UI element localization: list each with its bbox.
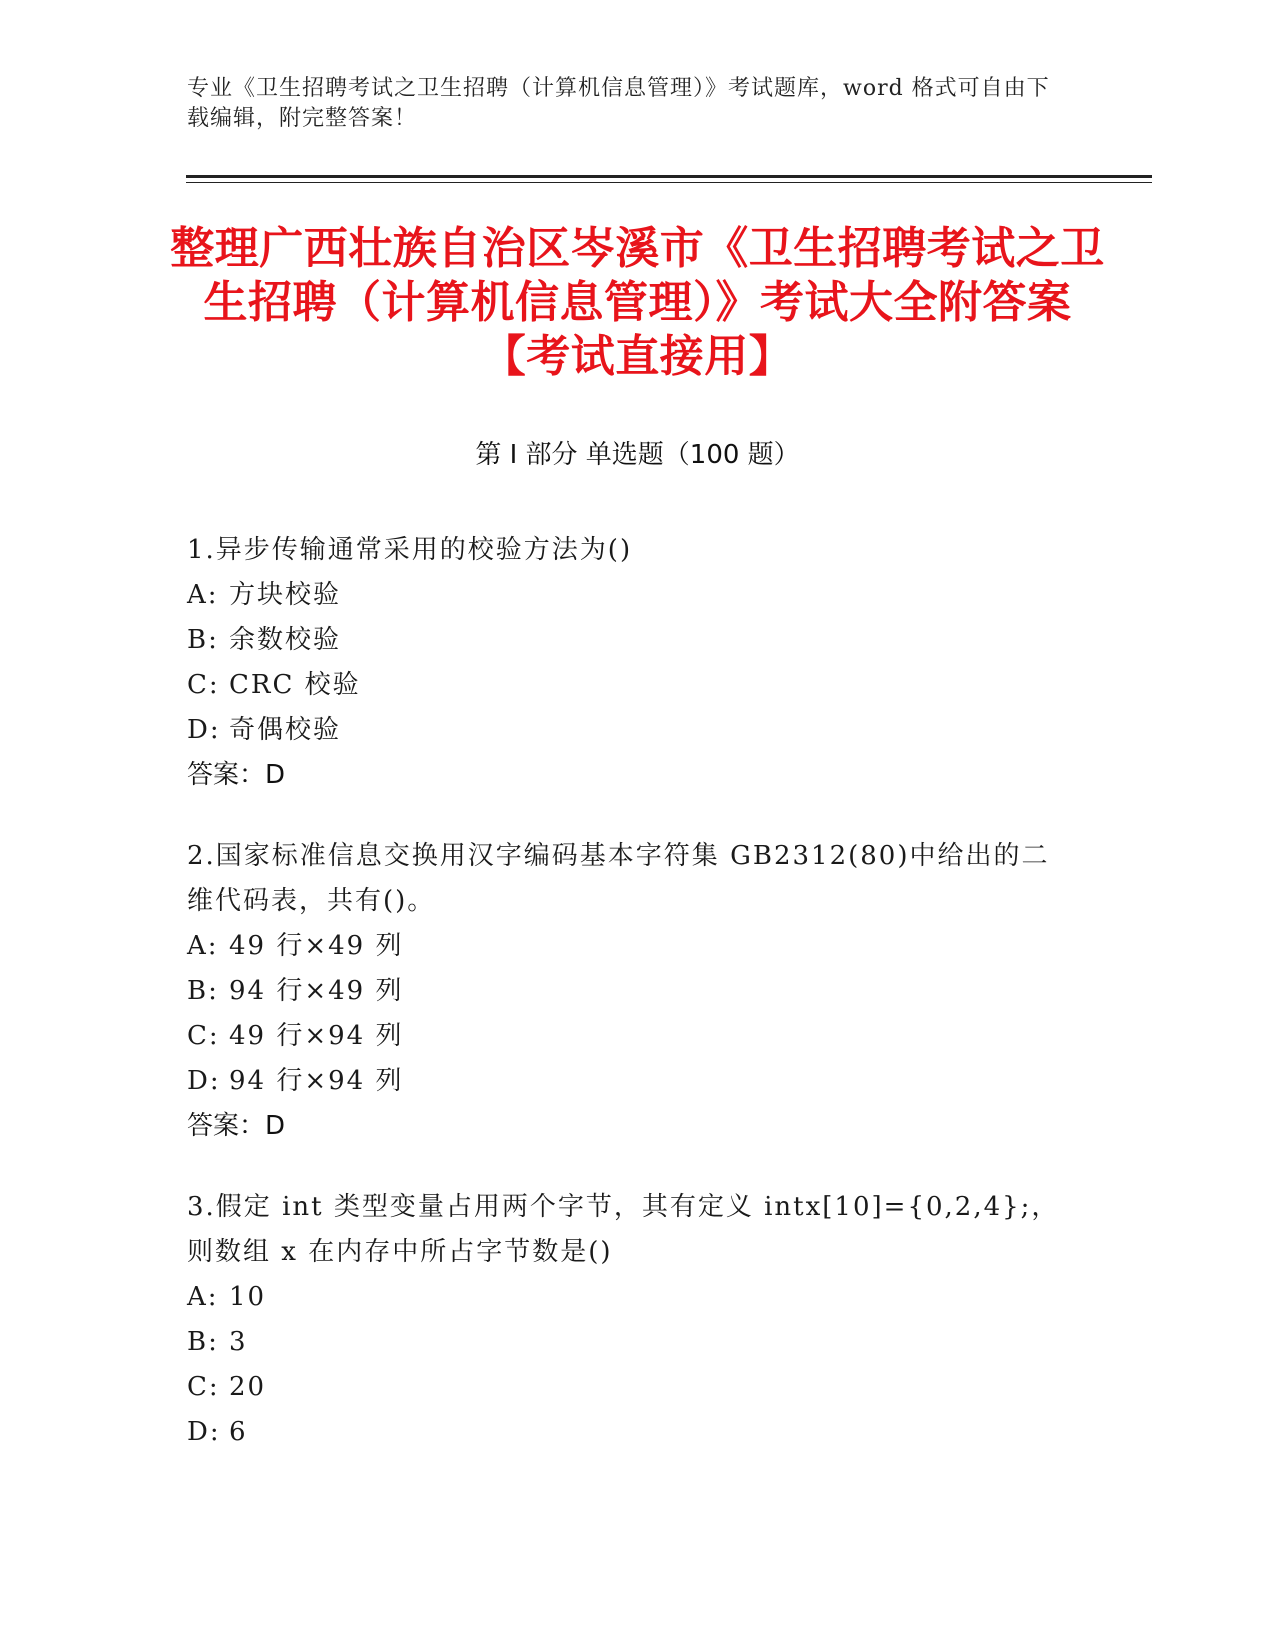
question-stem: 1.异步传输通常采用的校验方法为() [187, 535, 633, 565]
option-a [187, 1275, 1077, 1320]
answer-line: 答案：D [187, 1111, 286, 1141]
option-text: 方块校验 [229, 580, 342, 610]
option-c [187, 663, 1077, 708]
option-text: 49 行×49 列 [229, 931, 404, 961]
question-3 [187, 1185, 1077, 1455]
option-key: C: [187, 1372, 220, 1402]
option-key: D: [187, 1066, 221, 1096]
option-text: 6 [229, 1417, 248, 1447]
answer-line: 答案：D [187, 760, 286, 790]
header-divider-thin [186, 182, 1152, 183]
option-text: CRC 校验 [229, 670, 361, 700]
question-2 [187, 834, 1077, 1149]
option-key: B: [187, 1327, 219, 1357]
question-list [187, 528, 1077, 1491]
option-text: 余数校验 [229, 625, 342, 655]
option-d [187, 708, 1077, 753]
option-d [187, 1059, 1077, 1104]
option-text: 49 行×94 列 [229, 1021, 404, 1051]
option-key: C: [187, 1021, 220, 1051]
option-key: B: [187, 625, 219, 655]
option-b [187, 969, 1077, 1014]
option-text: 奇偶校验 [229, 715, 342, 745]
header-divider-thick [186, 175, 1152, 178]
option-text: 94 行×94 列 [229, 1066, 404, 1096]
option-text: 94 行×49 列 [229, 976, 404, 1006]
option-key: A: [187, 1282, 219, 1312]
option-key: D: [187, 715, 221, 745]
document-title: 整理广西壮族自治区岑溪市《卫生招聘考试之卫生招聘（计算机信息管理）》考试大全附答案【考试直接用】 [170, 223, 1105, 382]
option-c [187, 1365, 1077, 1410]
option-text: 20 [229, 1372, 267, 1402]
option-key: A: [187, 931, 219, 961]
option-d [187, 1410, 1077, 1455]
option-b [187, 618, 1077, 663]
option-a [187, 924, 1077, 969]
question-stem: 2.国家标准信息交换用汉字编码基本字符集 GB2312(80)中给出的二维代码表，共有()。 [187, 841, 1050, 916]
option-key: D: [187, 1417, 221, 1447]
question-1 [187, 528, 1077, 798]
section-heading: 第 I 部分 单选题（100 题） [475, 440, 800, 470]
option-key: B: [187, 976, 219, 1006]
option-key: A: [187, 580, 219, 610]
option-a [187, 573, 1077, 618]
question-stem: 3.假定 int 类型变量占用两个字节，其有定义 intx[10]={0,2,4};，则数组 x 在内存中所占字节数是() [187, 1192, 1060, 1267]
option-text: 10 [229, 1282, 267, 1312]
document-header-note: 专业《卫生招聘考试之卫生招聘（计算机信息管理）》考试题库，word 格式可自由下载编辑，附完整答案！ [187, 76, 1050, 131]
option-b [187, 1320, 1077, 1365]
option-key: C: [187, 670, 220, 700]
option-text: 3 [229, 1327, 248, 1357]
option-c [187, 1014, 1077, 1059]
